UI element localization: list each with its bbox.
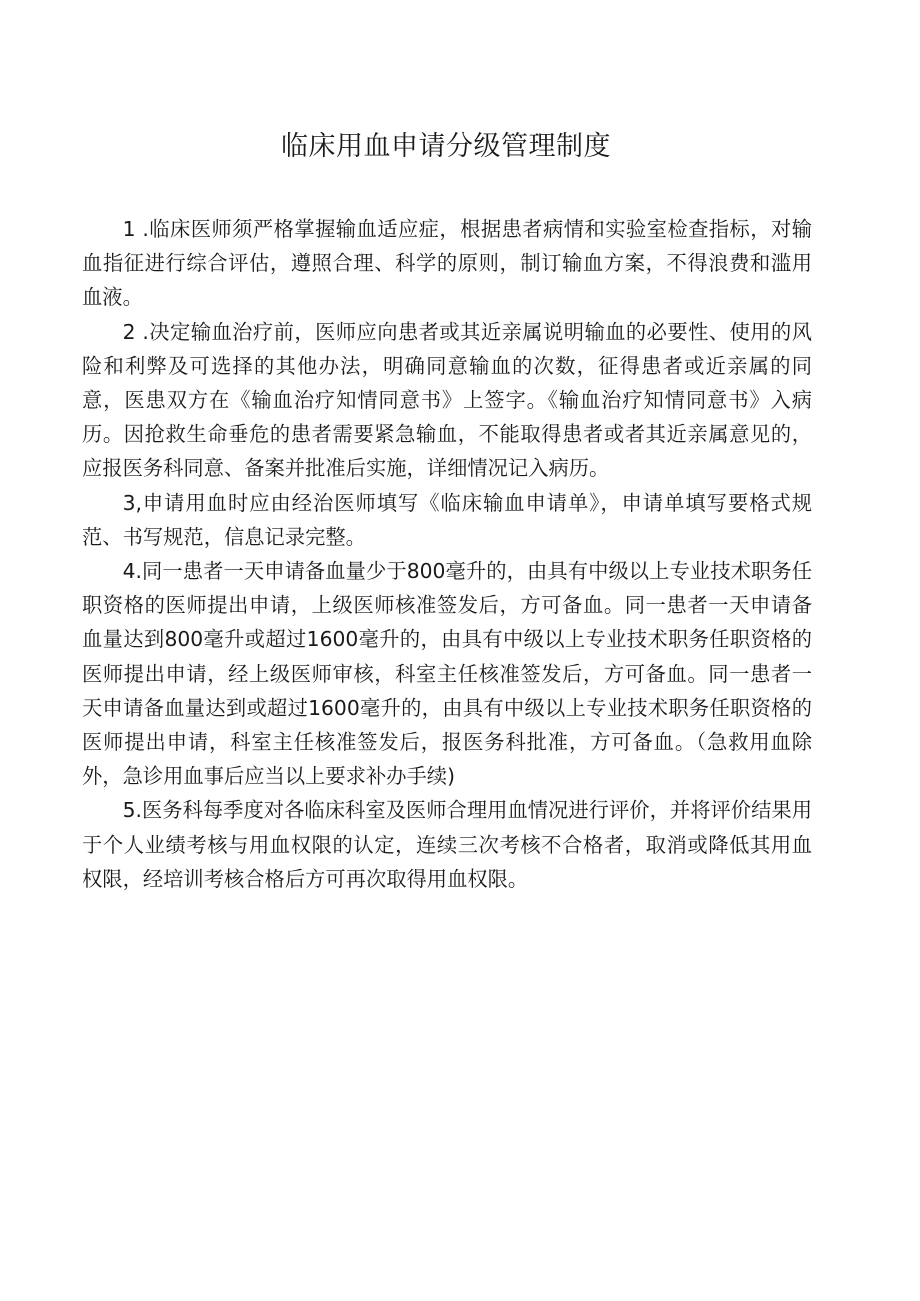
paragraph-2: 2 .决定输血治疗前，医师应向患者或其近亲属说明输血的必要性、使用的风险和利弊及可选择的其他办法，明确同意输血的次数，征得患者或近亲属的同意，医患双方在《输血治疗知情同意书》上签字。《输血治疗知情同意书》入病历。因抢救生命垂危的患者需要紧急输血，不能取得患者或者其近亲属意见的，应报医务科同意、备案并批准后实施，详细情况记入病历。 (82, 319, 812, 481)
paragraph-3: 3,申请用血时应由经治医师填写《临床输血申请单》，申请单填写要格式规范、书写规范，信息记录完整。 (82, 490, 812, 549)
document-title: 临床用血申请分级管理制度 (281, 131, 611, 162)
document-body (82, 212, 812, 896)
paragraph-5: 5.医务科每季度对各临床科室及医师合理用血情况进行评价，并将评价结果用于个人业绩考核与用血权限的认定，连续三次考核不合格者，取消或降低其用血权限，经培训考核合格后方可再次取得用血权限。 (82, 798, 812, 891)
paragraph-1: 1 .临床医师须严格掌握输血适应症，根据患者病情和实验室检查指标，对输血指征进行综合评估，遵照合理、科学的原则，制订输血方案，不得浪费和滥用血液。 (82, 217, 812, 310)
paragraph-4: 4.同一患者一天申请备血量少于800毫升的，由具有中级以上专业技术职务任职资格的医师提出申请，上级医师核准签发后，方可备血。同一患者一天申请备血量达到800毫升或超过1600毫升的，由具有中级以上专业技术职务任职资格的医师提出申请，经上级医师审核，科室主任核准签发后，方可备血。同一患者一天申请备血量达到或超过1600毫升的，由具有中级以上专业技术职务任职资格的医师提出申请，科室主任核准签发后，报医务科批准，方可备血。（急救用血除外，急诊用血事后应当以上要求补办手续) (82, 559, 812, 789)
